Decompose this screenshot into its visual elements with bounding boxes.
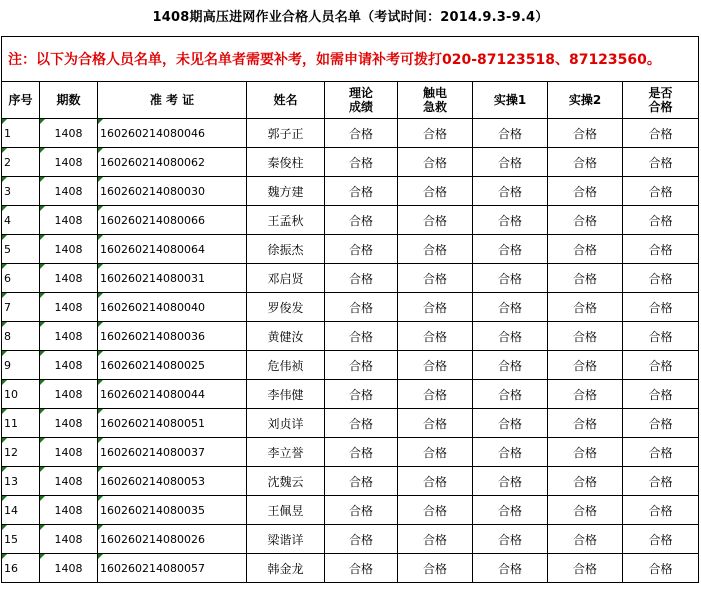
header-shock-line1: 触电 [422,86,447,100]
header-shock [398,82,473,119]
table-row [2,351,699,380]
cell-op2: 合格 [548,206,623,235]
cell-op1: 合格 [473,554,548,583]
cell-op1: 合格 [473,148,548,177]
table-row [2,235,699,264]
cell-name: 黄健汝 [247,322,325,351]
cell-pass: 合格 [623,409,699,438]
cell-theory: 合格 [325,409,398,438]
cell-period: 1408 [40,438,98,467]
cell-seq: 10 [2,380,40,409]
cell-exam-id: 160260214080062 [98,148,247,177]
cell-name: 危伟祯 [247,351,325,380]
cell-name: 刘贞详 [247,409,325,438]
cell-shock: 合格 [398,496,473,525]
cell-pass: 合格 [623,119,699,148]
cell-op1: 合格 [473,467,548,496]
cell-seq: 8 [2,322,40,351]
cell-name: 秦俊柱 [247,148,325,177]
header-op2: 实操2 [548,82,623,119]
cell-exam-id: 160260214080044 [98,380,247,409]
cell-pass: 合格 [623,554,699,583]
cell-op2: 合格 [548,409,623,438]
header-op1: 实操1 [473,82,548,119]
cell-exam-id: 160260214080031 [98,264,247,293]
cell-pass: 合格 [623,467,699,496]
cell-theory: 合格 [325,235,398,264]
table-row [2,206,699,235]
table-row [2,438,699,467]
cell-pass: 合格 [623,177,699,206]
header-seq: 序号 [2,82,40,119]
cell-theory: 合格 [325,525,398,554]
cell-name: 沈魏云 [247,467,325,496]
cell-exam-id: 160260214080040 [98,293,247,322]
cell-theory: 合格 [325,206,398,235]
cell-period: 1408 [40,148,98,177]
cell-name: 罗俊发 [247,293,325,322]
cell-theory: 合格 [325,293,398,322]
cell-exam-id: 160260214080025 [98,351,247,380]
cell-theory: 合格 [325,380,398,409]
table-row [2,322,699,351]
cell-op1: 合格 [473,496,548,525]
cell-seq: 13 [2,467,40,496]
cell-exam-id: 160260214080030 [98,177,247,206]
notice-row [2,37,699,82]
cell-name: 邓启贤 [247,264,325,293]
cell-period: 1408 [40,322,98,351]
cell-op2: 合格 [548,351,623,380]
table-row [2,119,699,148]
cell-seq: 7 [2,293,40,322]
table-row [2,409,699,438]
cell-theory: 合格 [325,351,398,380]
notice-text: 注：以下为合格人员名单，未见名单者需要补考，如需申请补考可拨打020-87123518、87123560。 [2,37,699,82]
cell-shock: 合格 [398,119,473,148]
cell-seq: 15 [2,525,40,554]
cell-op2: 合格 [548,554,623,583]
cell-theory: 合格 [325,438,398,467]
table-body [2,119,699,583]
cell-op2: 合格 [548,119,623,148]
cell-period: 1408 [40,235,98,264]
cell-op2: 合格 [548,235,623,264]
cell-seq: 1 [2,119,40,148]
cell-name: 王孟秋 [247,206,325,235]
cell-op2: 合格 [548,380,623,409]
cell-exam-id: 160260214080057 [98,554,247,583]
table-row [2,293,699,322]
cell-exam-id: 160260214080064 [98,235,247,264]
cell-period: 1408 [40,206,98,235]
header-exam-id: 准 考 证 [98,82,247,119]
cell-pass: 合格 [623,264,699,293]
table-row [2,264,699,293]
cell-name: 王佩昱 [247,496,325,525]
header-name: 姓名 [247,82,325,119]
header-theory-line2: 成绩 [348,100,373,114]
cell-op2: 合格 [548,177,623,206]
table-row [2,496,699,525]
cell-op2: 合格 [548,148,623,177]
cell-period: 1408 [40,264,98,293]
cell-pass: 合格 [623,148,699,177]
cell-op2: 合格 [548,525,623,554]
cell-pass: 合格 [623,525,699,554]
cell-pass: 合格 [623,438,699,467]
cell-pass: 合格 [623,322,699,351]
cell-name: 魏方建 [247,177,325,206]
cell-shock: 合格 [398,322,473,351]
cell-seq: 14 [2,496,40,525]
header-theory-line1: 理论 [348,86,373,100]
cell-theory: 合格 [325,554,398,583]
cell-period: 1408 [40,119,98,148]
cell-pass: 合格 [623,496,699,525]
cell-name: 李立誉 [247,438,325,467]
cell-name: 李伟健 [247,380,325,409]
cell-shock: 合格 [398,467,473,496]
cell-op1: 合格 [473,293,548,322]
cell-exam-id: 160260214080035 [98,496,247,525]
cell-op1: 合格 [473,206,548,235]
cell-pass: 合格 [623,351,699,380]
cell-shock: 合格 [398,235,473,264]
cell-op1: 合格 [473,235,548,264]
cell-pass: 合格 [623,293,699,322]
results-table [1,36,699,583]
cell-exam-id: 160260214080066 [98,206,247,235]
cell-op2: 合格 [548,322,623,351]
cell-op1: 合格 [473,264,548,293]
cell-period: 1408 [40,525,98,554]
cell-name: 徐振杰 [247,235,325,264]
cell-theory: 合格 [325,148,398,177]
header-period: 期数 [40,82,98,119]
cell-seq: 11 [2,409,40,438]
cell-seq: 4 [2,206,40,235]
cell-theory: 合格 [325,496,398,525]
cell-op1: 合格 [473,177,548,206]
cell-shock: 合格 [398,264,473,293]
cell-shock: 合格 [398,438,473,467]
cell-exam-id: 160260214080051 [98,409,247,438]
cell-op1: 合格 [473,322,548,351]
cell-pass: 合格 [623,235,699,264]
cell-op2: 合格 [548,438,623,467]
cell-op1: 合格 [473,351,548,380]
cell-exam-id: 160260214080036 [98,322,247,351]
cell-shock: 合格 [398,409,473,438]
cell-op2: 合格 [548,264,623,293]
table-row [2,554,699,583]
cell-shock: 合格 [398,206,473,235]
page-title: 1408期高压进网作业合格人员名单（考试时间：2014.9.3-9.4） [152,10,549,25]
cell-seq: 6 [2,264,40,293]
cell-exam-id: 160260214080026 [98,525,247,554]
table-row [2,148,699,177]
table-row [2,467,699,496]
cell-period: 1408 [40,554,98,583]
header-pass-line1: 是否 [648,86,673,100]
cell-op2: 合格 [548,496,623,525]
header-shock-line2: 急救 [422,100,447,114]
cell-shock: 合格 [398,554,473,583]
cell-name: 郭子正 [247,119,325,148]
cell-op1: 合格 [473,409,548,438]
cell-seq: 9 [2,351,40,380]
cell-period: 1408 [40,496,98,525]
table-row [2,177,699,206]
cell-shock: 合格 [398,351,473,380]
cell-exam-id: 160260214080053 [98,467,247,496]
cell-period: 1408 [40,409,98,438]
header-pass-line2: 合格 [648,100,673,114]
cell-op2: 合格 [548,293,623,322]
cell-seq: 12 [2,438,40,467]
cell-pass: 合格 [623,206,699,235]
cell-theory: 合格 [325,264,398,293]
cell-name: 韩金龙 [247,554,325,583]
header-pass [623,82,699,119]
header-row [2,82,699,119]
cell-period: 1408 [40,380,98,409]
cell-op1: 合格 [473,438,548,467]
cell-shock: 合格 [398,177,473,206]
cell-op1: 合格 [473,380,548,409]
cell-shock: 合格 [398,380,473,409]
cell-theory: 合格 [325,467,398,496]
cell-period: 1408 [40,351,98,380]
cell-period: 1408 [40,467,98,496]
cell-shock: 合格 [398,293,473,322]
cell-seq: 16 [2,554,40,583]
cell-period: 1408 [40,177,98,206]
cell-pass: 合格 [623,380,699,409]
table-row [2,525,699,554]
cell-op1: 合格 [473,119,548,148]
cell-period: 1408 [40,293,98,322]
header-theory [325,82,398,119]
cell-op1: 合格 [473,525,548,554]
cell-shock: 合格 [398,148,473,177]
cell-exam-id: 160260214080037 [98,438,247,467]
cell-shock: 合格 [398,525,473,554]
cell-name: 梁谐详 [247,525,325,554]
cell-theory: 合格 [325,119,398,148]
table-row [2,380,699,409]
cell-seq: 2 [2,148,40,177]
cell-theory: 合格 [325,322,398,351]
cell-seq: 3 [2,177,40,206]
cell-theory: 合格 [325,177,398,206]
cell-seq: 5 [2,235,40,264]
cell-op2: 合格 [548,467,623,496]
cell-exam-id: 160260214080046 [98,119,247,148]
